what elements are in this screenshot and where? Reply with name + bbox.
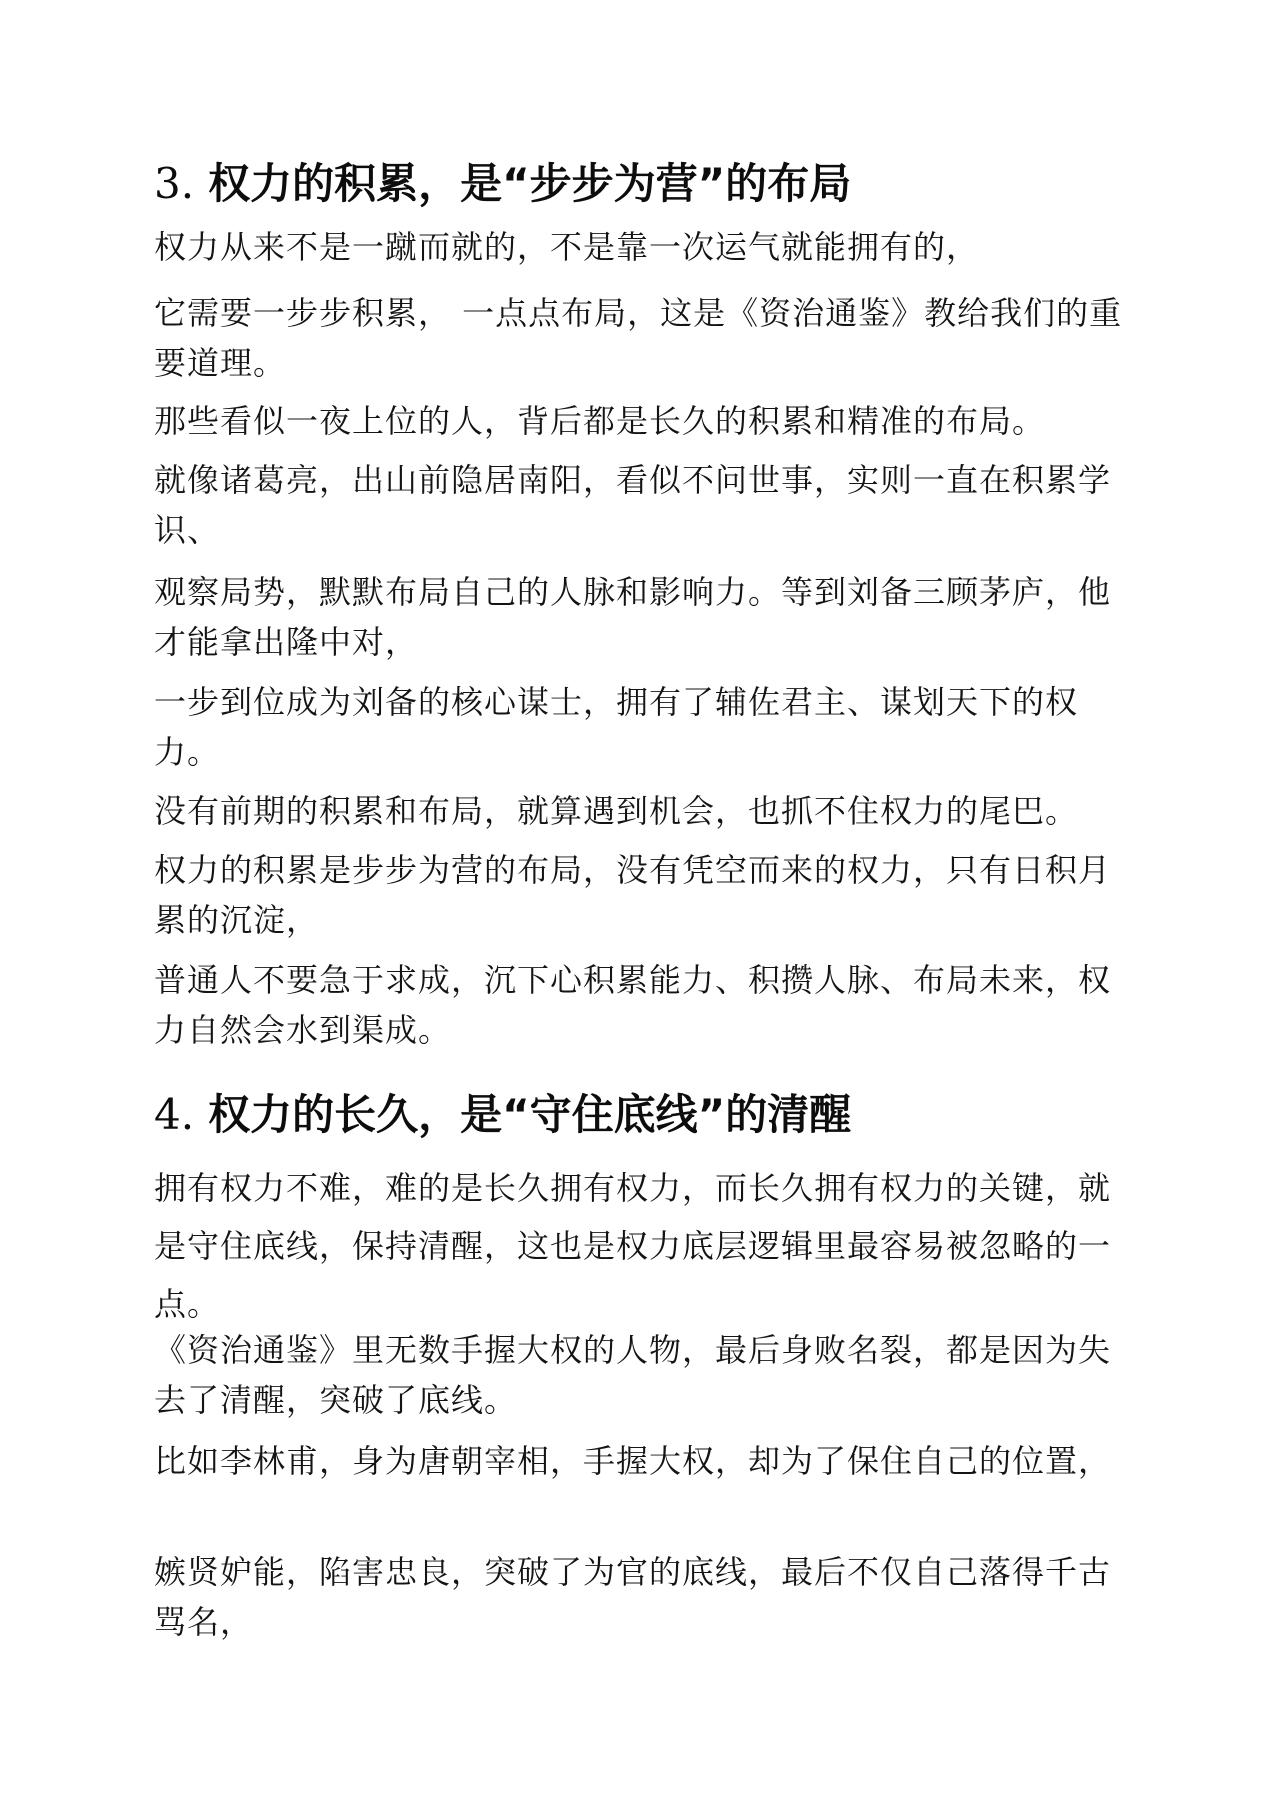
paragraph: 一步到位成为刘备的核心谋士，拥有了辅佐君主、谋划天下的权力。 — [154, 683, 1079, 771]
paragraph: 那些看似一夜上位的人，背后都是长久的积累和精准的布局。 — [154, 402, 1046, 440]
paragraph: 比如李林甫，身为唐朝宰相，手握大权，却为了保住自己的位置， — [154, 1442, 1112, 1480]
paragraph: 嫉贤妒能，陷害忠良，突破了为官的底线，最后不仅自己落得千古骂名， — [154, 1553, 1112, 1641]
paragraph: 《资治通鉴》里无数手握大权的人物，最后身败名裂，都是因为失去了清醒，突破了底线。 — [154, 1331, 1112, 1419]
paragraph: 拥有权力不难，难的是长久拥有权力，而长久拥有权力的关键，就是守住底线，保持清醒，这也是权力底层逻辑里最容易被忽略的一点。 — [154, 1169, 1112, 1323]
paragraph: 普通人不要急于求成，沉下心积累能力、积攒人脉、布局未来，权力自然会水到渠成。 — [154, 961, 1112, 1049]
paragraph: 它需要一步步积累， 一点点布局，这是《资治通鉴》教给我们的重要道理。 — [154, 294, 1123, 382]
paragraph: 就像诸葛亮，出山前隐居南阳，看似不问世事，实则一直在积累学识、 — [154, 461, 1112, 549]
section-3-title: 权力的积累，是“步步为营”的布局 — [208, 159, 852, 208]
section-3-number: 3. — [154, 159, 195, 208]
section-4-number: 4. — [154, 1090, 195, 1139]
section-3-heading — [154, 156, 851, 212]
paragraph: 权力的积累是步步为营的布局，没有凭空而来的权力，只有日积月累的沉淀， — [154, 851, 1112, 939]
section-4-title: 权力的长久，是“守住底线”的清醒 — [208, 1090, 852, 1139]
section-4-heading — [154, 1087, 851, 1143]
paragraph: 观察局势，默默布局自己的人脉和影响力。等到刘备三顾茅庐，他才能拿出隆中对， — [154, 573, 1112, 661]
paragraph: 没有前期的积累和布局，就算遇到机会，也抓不住权力的尾巴。 — [154, 792, 1079, 830]
paragraph: 权力从来不是一蹴而就的，不是靠一次运气就能拥有的， — [154, 228, 980, 266]
